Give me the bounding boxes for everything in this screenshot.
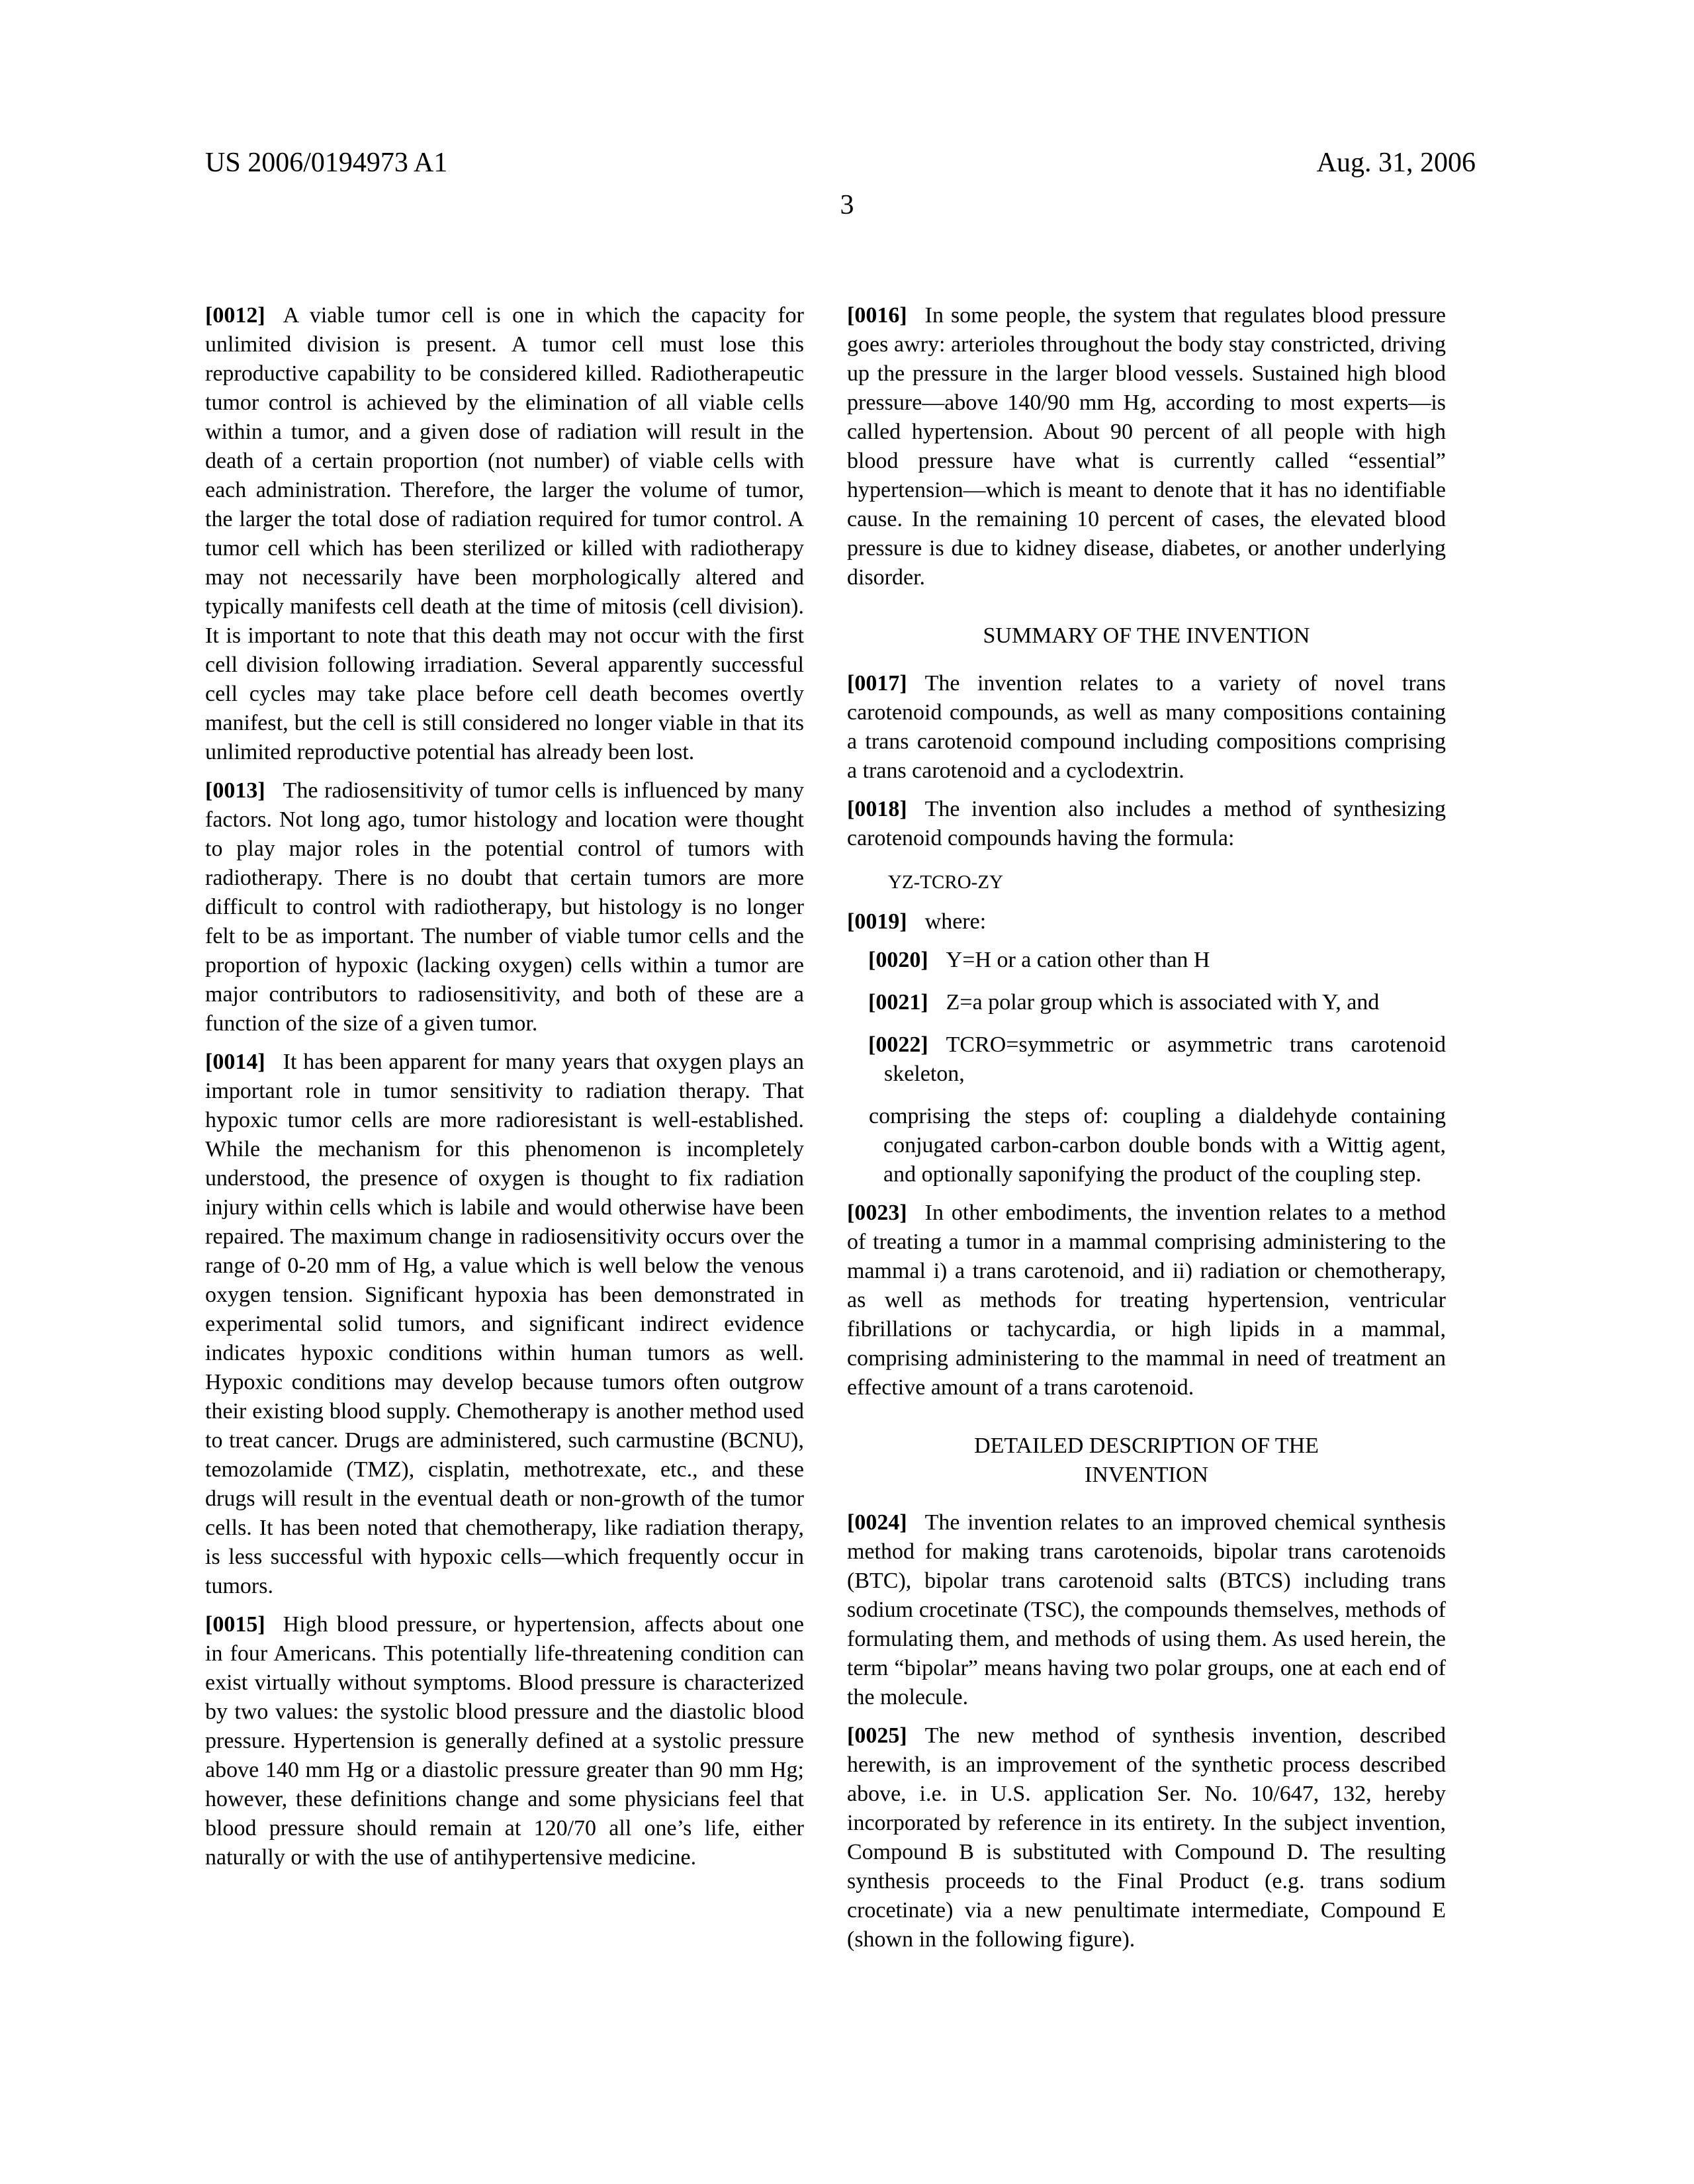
paragraph-text: The new method of synthesis invention, described herewith, is an improvement of the synthetic process described above, i.e. in U.S. application Ser. No. 10/647, 132, hereby incorporated by reference in its entirety. In the subject invention, Compound B is substituted with Compound D. The resulting synthesis proceeds to the Final Product (e.g. trans sodium crocetinate) via a new penultimate intermediate, Compound E (shown in the following figure). [847, 1723, 1446, 1952]
paragraph-0014 [205, 1048, 804, 1601]
paragraph-tag: [0019] [847, 909, 907, 934]
paragraph-tag: [0016] [847, 303, 907, 328]
paragraph-0017 [847, 669, 1446, 786]
paragraph-text: The radiosensitivity of tumor cells is influenced by many factors. Not long ago, tumor histology and location were thought to play major roles in the potential control of tumors with radiotherapy. There is no doubt that certain tumors are more difficult to control with radiotherapy, but histology is no longer felt to be as important. The number of viable tumor cells and the proportion of hypoxic (lacking oxygen) cells within a tumor are major contributors to radiosensitivity, and both of these are a function of the size of a given tumor. [205, 778, 804, 1036]
paragraph-0013 [205, 776, 804, 1038]
paragraph-0023 [847, 1199, 1446, 1402]
page-number: 3 [840, 190, 854, 220]
paragraph-text: High blood pressure, or hypertension, affects about one in four Americans. This potentially life-threatening condition can exist virtually without symptoms. Blood pressure is characterized by two values: the systolic blood pressure and the diastolic blood pressure. Hypertension is generally defined at a systolic pressure above 140 mm Hg or a diastolic pressure greater than 90 mm Hg; however, these definitions change and some physicians feel that blood pressure should remain at 120/70 all one’s life, either naturally or with the use of antihypertensive medicine. [205, 1612, 804, 1870]
paragraph-tag: [0020] [868, 948, 928, 972]
paragraph-0015 [205, 1610, 804, 1872]
paragraph-text: It has been apparent for many years that oxygen plays an important role in tumor sensitivity to radiation therapy. That hypoxic tumor cells are more radioresistant is well-established. While the mechanism for this phenomenon is incompletely understood, the presence of oxygen is thought to fix radiation injury within cells which is labile and would otherwise have been repaired. The maximum change in radiosensitivity occurs over the range of 0-20 mm of Hg, a value which is well below the venous oxygen tension. Significant hypoxia has been demonstrated in experimental solid tumors, and significant indirect evidence indicates hypoxic conditions within human tumors as well. Hypoxic conditions may develop because tumors often outgrow their existing blood supply. Chemotherapy is another method used to treat cancer. Drugs are administered, such carmustine (BCNU), temozolamide (TMZ), cisplatin, methotrexate, etc., and these drugs will result in the eventual death or non-growth of the tumor cells. It has been noted that chemotherapy, like radiation therapy, is less successful with hypoxic cells—which frequently occur in tumors. [205, 1050, 804, 1598]
paragraph-0025 [847, 1721, 1446, 1954]
paragraph-tag: [0017] [847, 671, 907, 696]
paragraph-tag: [0024] [847, 1510, 907, 1535]
paragraph-0022 [868, 1030, 1446, 1089]
paragraph-text: The invention relates to an improved chemical synthesis method for making trans carotenoids, bipolar trans carotenoids (BTC), bipolar trans carotenoid salts (BTCS) including trans sodium crocetinate (TSC), the compounds themselves, methods of formulating them, and methods of using them. As used herein, the term “bipolar” means having two polar groups, one at each end of the molecule. [847, 1510, 1446, 1709]
paragraph-tag: [0015] [205, 1612, 265, 1637]
paragraph-0016 [847, 301, 1446, 592]
paragraph-text: Y=H or a cation other than H [946, 948, 1210, 972]
document-body [205, 301, 1446, 1964]
paragraph-0020 [868, 946, 1446, 975]
paragraph-0021 [868, 988, 1446, 1017]
page-header [205, 147, 1476, 179]
paragraph-tag: [0025] [847, 1723, 907, 1748]
left-column [205, 301, 804, 1964]
paragraph-0012 [205, 301, 804, 767]
chemical-formula: YZ-TCRO-ZY [888, 872, 1003, 893]
patent-publication-number: US 2006/0194973 A1 [205, 148, 448, 178]
paragraph-text: where: [924, 909, 987, 934]
paragraph-tag: [0021] [868, 990, 928, 1015]
paragraph-text: The invention also includes a method of synthesizing carotenoid compounds having the formula: [847, 797, 1446, 850]
comprising-steps-clause: comprising the steps of: coupling a dialdehyde containing conjugated carbon-carbon double bonds with a Wittig agent, and optionally saponifying the product of the coupling step. [869, 1104, 1446, 1187]
paragraph-text: In some people, the system that regulates blood pressure goes awry: arterioles throughout the body stay constricted, driving up the pressure in the larger blood vessels. Sustained high blood pressure—above 140/90 mm Hg, according to most experts—is called hypertension. About 90 percent of all people with high blood pressure have what is currently called “essential” hypertension—which is meant to denote that it has no identifiable cause. In the remaining 10 percent of cases, the elevated blood pressure is due to kidney disease, diabetes, or another underlying disorder. [847, 303, 1446, 590]
paragraph-text: TCRO=symmetric or asymmetric trans carotenoid skeleton, [884, 1032, 1446, 1086]
paragraph-tag: [0022] [868, 1032, 928, 1057]
paragraph-text: The invention relates to a variety of novel trans carotenoid compounds, as well as many compositions containing a trans carotenoid compound including compositions comprising a trans carotenoid and a cyclodextrin. [847, 671, 1446, 783]
paragraph-0019 [847, 907, 1446, 936]
right-column [847, 301, 1446, 1964]
paragraph-tag: [0014] [205, 1050, 265, 1074]
paragraph-text: A viable tumor cell is one in which the capacity for unlimited division is present. A tumor cell must lose this reproductive capability to be considered killed. Radiotherapeutic tumor control is achieved by the elimination of all viable cells within a tumor, and a given dose of radiation will result in the death of a certain proportion (not number) of viable cells with each administration. Therefore, the larger the volume of tumor, the larger the total dose of radiation required for tumor control. A tumor cell which has been sterilized or killed with radiotherapy may not necessarily have been morphologically altered and typically manifests cell death at the time of mitosis (cell division). It is important to note that this death may not occur with the first cell division following irradiation. Several apparently successful cell cycles may take place before cell death becomes overtly manifest, but the cell is still considered no longer viable in that its unlimited reproductive potential has already been lost. [205, 303, 804, 764]
paragraph-tag: [0018] [847, 797, 907, 821]
paragraph-text: In other embodiments, the invention relates to a method of treating a tumor in a mammal comprising administering to the mammal i) a trans carotenoid, and ii) radiation or chemotherapy, as well as methods for treating hypertension, ventricular fibrillations or tachycardia, or high lipids in a mammal, comprising administering to the mammal in need of treatment an effective amount of a trans carotenoid. [847, 1201, 1446, 1400]
publication-date: Aug. 31, 2006 [1316, 148, 1476, 178]
paragraph-tag: [0013] [205, 778, 265, 803]
detailed-description-section-heading: DETAILED DESCRIPTION OF THE INVENTION [974, 1433, 1319, 1487]
paragraph-text: Z=a polar group which is associated with Y, and [946, 990, 1380, 1015]
paragraph-0024 [847, 1508, 1446, 1712]
paragraph-tag: [0012] [205, 303, 265, 328]
summary-section-heading: SUMMARY OF THE INVENTION [983, 623, 1310, 648]
paragraph-tag: [0023] [847, 1201, 907, 1225]
paragraph-0018 [847, 795, 1446, 853]
